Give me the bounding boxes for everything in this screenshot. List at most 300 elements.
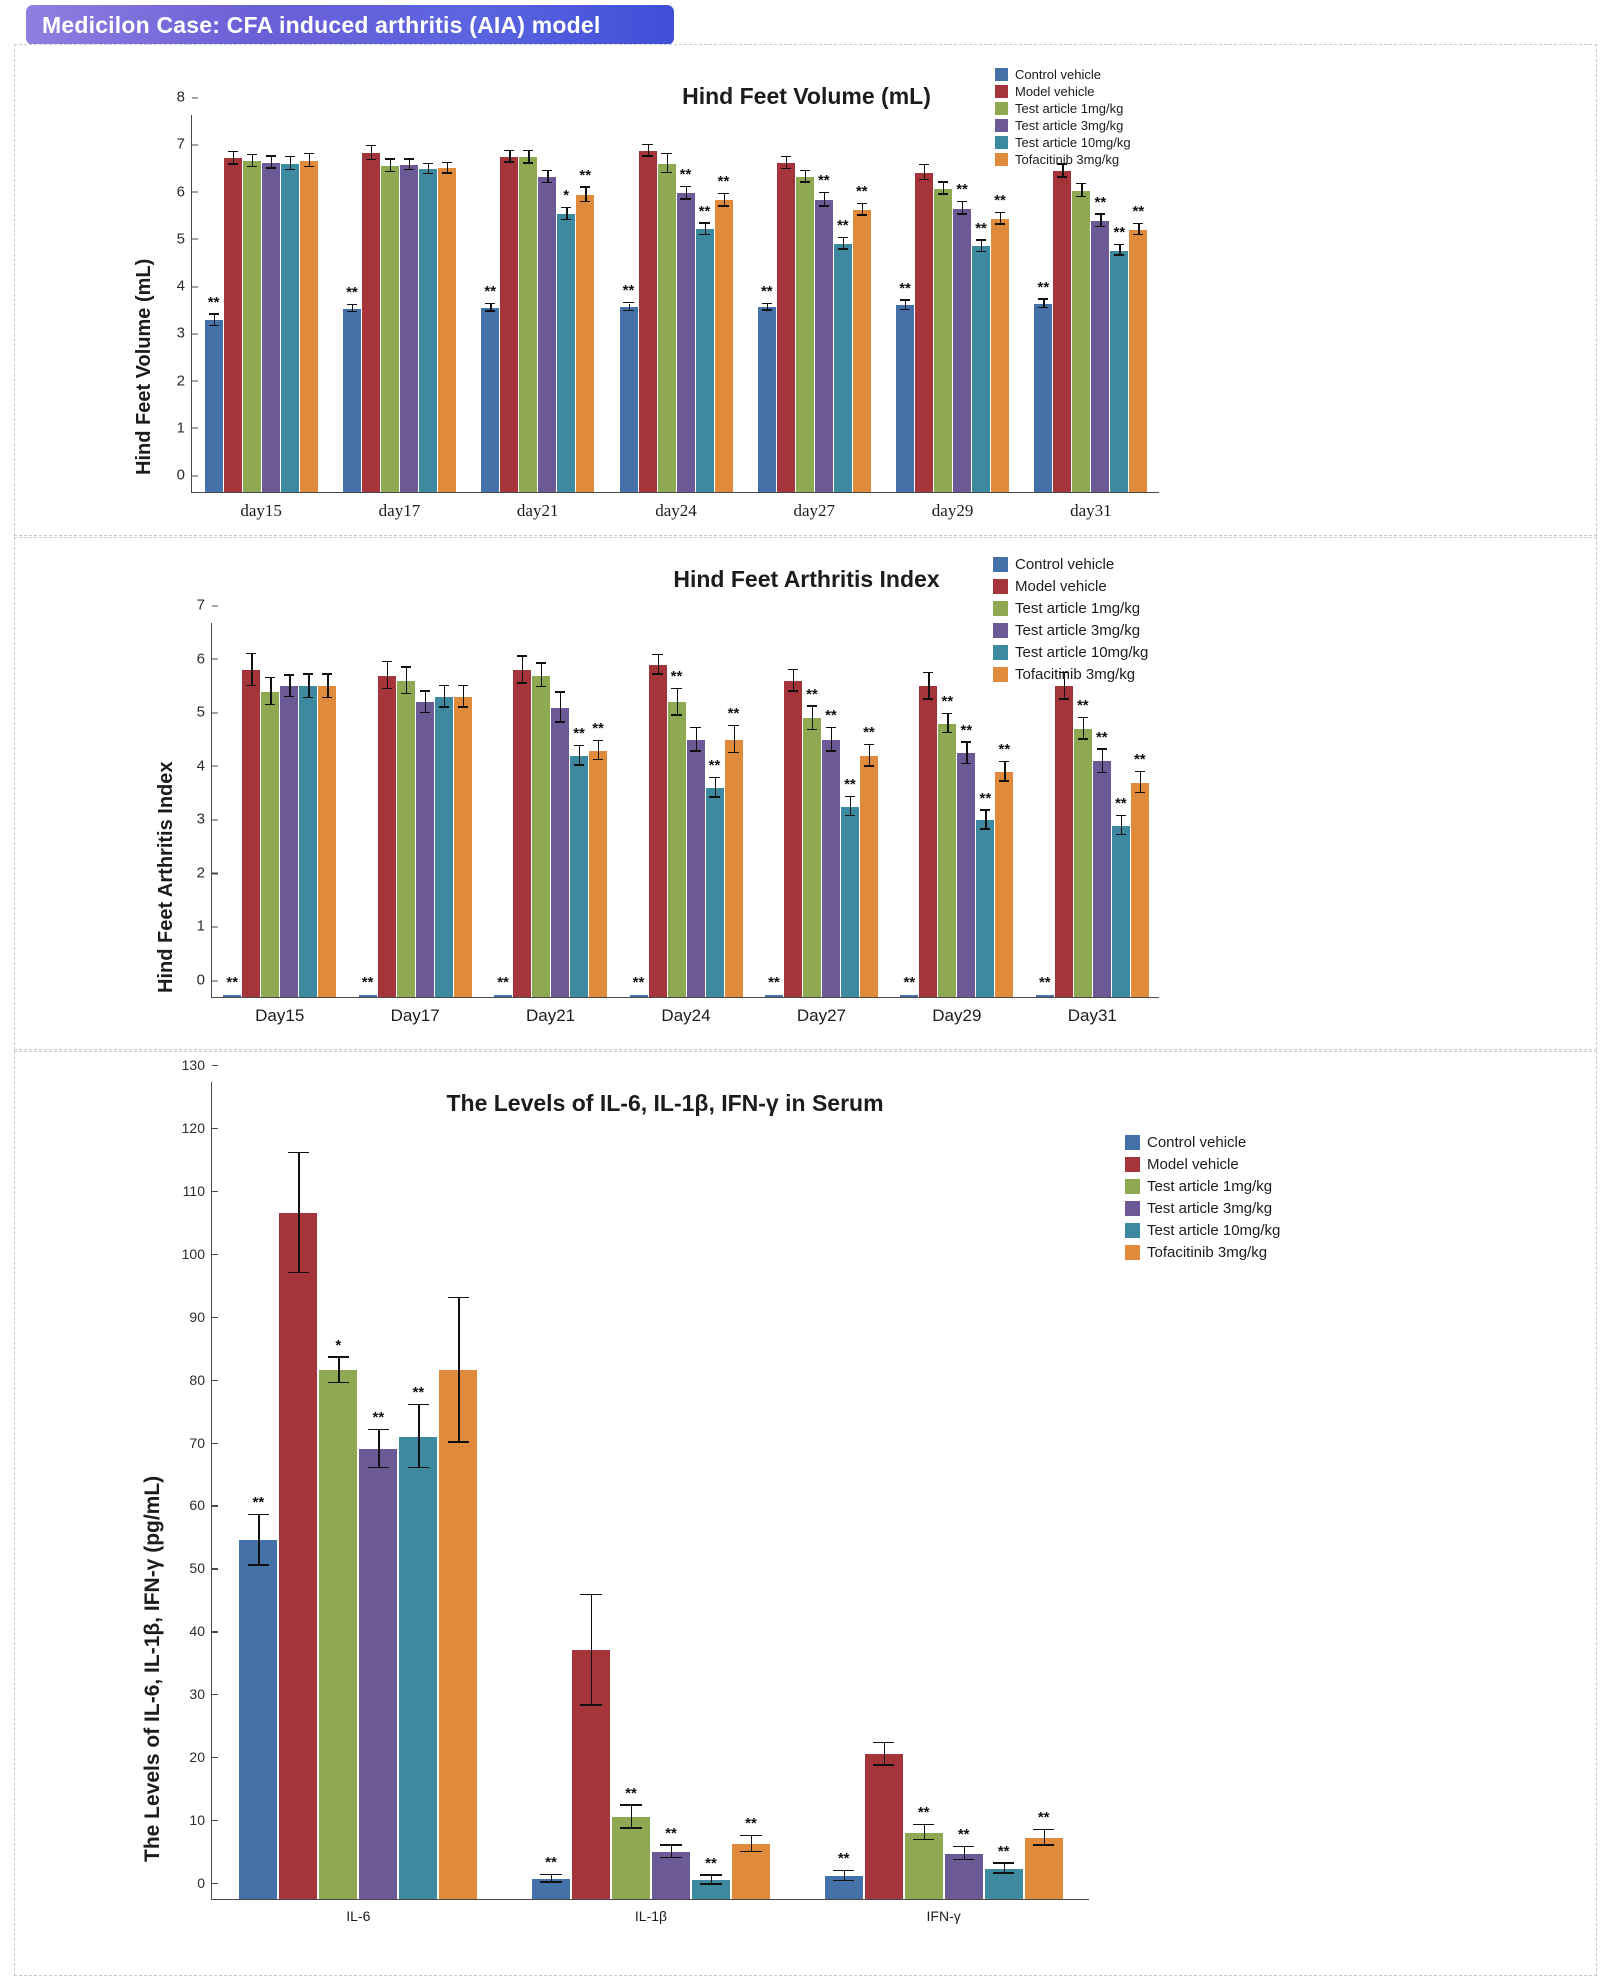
error-bar-cap	[247, 166, 257, 167]
bar	[777, 163, 795, 492]
error-bar-cap	[942, 732, 952, 733]
bar	[853, 210, 871, 492]
y-axis-tick-label: 60	[189, 1497, 212, 1513]
significance-annotation: **	[975, 219, 987, 237]
y-axis-tick-label: 4	[197, 757, 212, 774]
error-bar	[677, 689, 678, 716]
error-bar-cap	[540, 1881, 561, 1882]
significance-annotation: **	[361, 974, 374, 992]
error-bar-cap	[699, 234, 709, 235]
error-bar-cap	[1114, 254, 1124, 255]
significance-annotation: **	[836, 217, 849, 235]
legend-item-label: Test article 1mg/kg	[1015, 101, 1124, 116]
bar	[589, 751, 607, 997]
legend-item-label: Model vehicle	[1015, 578, 1107, 595]
significance-annotation: **	[372, 1409, 385, 1427]
bar	[972, 246, 990, 492]
error-bar-cap	[439, 685, 449, 686]
significance-annotation: **	[1037, 1809, 1050, 1827]
error-bar-cap	[690, 727, 700, 728]
bar	[1129, 230, 1147, 492]
bar	[400, 165, 418, 492]
significance-annotation: **	[903, 974, 916, 992]
error-bar-cap	[385, 158, 395, 159]
error-bar-cap	[864, 744, 874, 745]
bar	[1055, 686, 1073, 997]
y-axis-tick-label: 0	[197, 1875, 212, 1891]
error-bar-cap	[660, 1844, 681, 1845]
bar	[262, 163, 280, 492]
significance-annotation: **	[979, 789, 992, 807]
error-bar-cap	[540, 1874, 561, 1875]
bar	[896, 305, 914, 492]
bar	[279, 1213, 317, 1899]
y-axis-tick-label: 10	[189, 1812, 212, 1828]
chart-panel-hind-feet-volume	[14, 44, 1597, 536]
error-bar-cap	[718, 205, 728, 206]
error-bar	[444, 686, 445, 707]
significance-annotation: **	[825, 707, 837, 725]
bar	[281, 164, 299, 492]
legend-swatch-icon	[1125, 1223, 1140, 1238]
error-bar	[591, 1595, 592, 1706]
x-axis-tick-label: Day15	[255, 1006, 305, 1025]
bar	[945, 1854, 983, 1899]
error-bar	[985, 811, 986, 830]
error-bar-cap	[913, 1824, 934, 1825]
significance-annotation: **	[806, 685, 818, 703]
error-bar-cap	[265, 704, 275, 705]
x-axis-tick-label: Day21	[525, 1006, 576, 1025]
error-bar-cap	[999, 761, 1009, 762]
error-bar-cap	[700, 1874, 721, 1875]
significance-annotation: **	[768, 974, 780, 992]
legend-item-label: Control vehicle	[1147, 1134, 1247, 1151]
bar	[1034, 304, 1052, 492]
legend-item	[995, 135, 1131, 150]
error-bar-cap	[288, 1272, 309, 1273]
error-bar-cap	[328, 1382, 349, 1383]
error-bar-cap	[485, 310, 495, 311]
error-bar-cap	[873, 1764, 894, 1765]
bar	[513, 670, 531, 997]
error-bar-cap	[303, 697, 313, 698]
y-axis-tick-label: 90	[189, 1309, 212, 1325]
error-bar-cap	[504, 161, 514, 162]
bar	[416, 702, 434, 997]
error-bar-cap	[442, 172, 452, 173]
error-bar-cap	[458, 685, 468, 686]
bar	[1131, 783, 1149, 997]
bar	[299, 686, 317, 997]
legend-item-label: Test article 3mg/kg	[1015, 622, 1141, 639]
error-bar-cap	[700, 1883, 721, 1884]
error-bar-cap	[718, 193, 728, 194]
error-bar	[947, 714, 948, 733]
legend-item	[1125, 1222, 1280, 1239]
error-bar-cap	[857, 203, 867, 204]
error-bar-cap	[661, 153, 671, 154]
y-axis-tick-label: 110	[183, 1183, 212, 1199]
case-banner	[26, 5, 674, 45]
error-bar	[270, 678, 271, 705]
significance-annotation: **	[573, 725, 585, 743]
error-bar-cap	[833, 1880, 854, 1881]
error-bar-cap	[285, 169, 295, 170]
error-bar-cap	[574, 764, 584, 765]
legend-item-label: Tofacitinib 3mg/kg	[1015, 152, 1120, 167]
y-axis-tick-label: 130	[182, 1057, 212, 1073]
significance-annotation: **	[997, 1842, 1010, 1860]
error-bar	[298, 1153, 299, 1273]
x-axis-tick-label: IL-1β	[634, 1908, 668, 1924]
error-bar	[541, 664, 542, 688]
error-bar	[598, 741, 599, 760]
error-bar	[928, 673, 929, 700]
legend-item-label: Test article 1mg/kg	[1147, 1178, 1273, 1195]
legend-item-label: Test article 10mg/kg	[1015, 135, 1131, 150]
significance-annotation: **	[855, 183, 868, 201]
error-bar-cap	[536, 662, 546, 663]
significance-annotation: **	[579, 166, 592, 184]
x-axis-tick-label: day21	[516, 501, 559, 520]
bar	[1072, 191, 1090, 492]
error-bar	[327, 675, 328, 699]
error-bar-cap	[661, 172, 671, 173]
bar	[538, 177, 556, 492]
error-bar	[1004, 762, 1005, 781]
error-bar-cap	[328, 1356, 349, 1357]
legend-swatch-icon	[995, 68, 1008, 81]
error-bar-cap	[1038, 307, 1048, 308]
significance-annotation: **	[252, 1494, 265, 1512]
error-bar-cap	[304, 166, 314, 167]
error-bar	[1121, 816, 1122, 835]
bar	[1091, 221, 1109, 492]
bar	[841, 807, 859, 997]
legend-item-label: Model vehicle	[1015, 84, 1095, 99]
error-bar-cap	[228, 163, 238, 164]
error-bar-cap	[845, 815, 855, 816]
error-bar-cap	[401, 693, 411, 694]
significance-annotation: **	[1094, 193, 1107, 211]
error-bar	[884, 1743, 885, 1766]
bar	[696, 229, 714, 492]
error-bar-cap	[642, 155, 652, 156]
legend-item-label: Control vehicle	[1015, 556, 1115, 573]
significance-annotation: **	[622, 282, 635, 300]
bar	[319, 1370, 357, 1899]
bar	[803, 718, 821, 997]
significance-annotation: **	[670, 667, 683, 685]
chart-legend-serum	[1125, 1134, 1280, 1266]
error-bar-cap	[542, 182, 552, 183]
error-bar-cap	[728, 752, 738, 753]
error-bar-cap	[838, 248, 848, 249]
y-axis-tick-label: 30	[189, 1686, 212, 1702]
error-bar-cap	[347, 304, 357, 305]
bar	[630, 995, 648, 997]
error-bar-cap	[382, 661, 392, 662]
bar	[500, 157, 518, 492]
bar	[784, 681, 802, 997]
bar	[815, 200, 833, 492]
error-bar-cap	[248, 1514, 269, 1515]
error-bar-cap	[420, 712, 430, 713]
significance-annotation: **	[727, 705, 740, 723]
bar	[796, 177, 814, 492]
error-bar-cap	[938, 181, 948, 182]
y-axis-tick-label: 3	[197, 811, 212, 828]
bar	[1036, 995, 1054, 997]
error-bar-cap	[1078, 717, 1088, 718]
chart-title-index: Hind Feet Arthritis Index	[673, 566, 940, 592]
error-bar-cap	[919, 164, 929, 165]
legend-item-label: Test article 10mg/kg	[1015, 644, 1149, 661]
error-bar-cap	[248, 1564, 269, 1565]
y-axis-tick-label: 2	[177, 372, 192, 389]
bar	[687, 740, 705, 997]
error-bar-cap	[1095, 213, 1105, 214]
x-axis-tick-label: day15	[240, 501, 282, 520]
error-bar	[751, 1836, 752, 1852]
bar	[494, 995, 512, 997]
bar	[1110, 251, 1128, 492]
error-bar-cap	[1135, 771, 1145, 772]
error-bar-cap	[833, 1870, 854, 1871]
significance-annotation: **	[837, 1850, 850, 1868]
significance-annotation: **	[207, 293, 220, 311]
error-bar-cap	[913, 1839, 934, 1840]
y-axis-tick-label: 7	[177, 136, 192, 153]
chart-legend-index	[993, 556, 1148, 688]
error-bar-cap	[993, 1872, 1014, 1873]
error-bar-cap	[561, 219, 571, 220]
error-bar	[418, 1405, 419, 1468]
bar	[576, 195, 594, 492]
error-bar-cap	[620, 1804, 641, 1805]
chart-panel-serum	[14, 1051, 1597, 1976]
error-bar-cap	[838, 237, 848, 238]
error-bar-cap	[593, 740, 603, 741]
error-bar-cap	[1059, 698, 1069, 699]
error-bar-cap	[980, 828, 990, 829]
error-bar	[667, 154, 668, 173]
y-axis-tick-label: 7	[197, 597, 212, 614]
error-bar-cap	[542, 170, 552, 171]
legend-swatch-icon	[993, 601, 1008, 616]
legend-item	[995, 118, 1131, 133]
significance-annotation: **	[497, 974, 509, 992]
error-bar-cap	[504, 150, 514, 151]
significance-annotation: **	[665, 1824, 677, 1842]
legend-item	[995, 67, 1131, 82]
error-bar-cap	[517, 655, 527, 656]
error-bar	[1083, 718, 1084, 739]
error-bar-cap	[900, 299, 910, 300]
bar	[652, 1852, 690, 1899]
y-axis-tick-label: 120	[182, 1120, 212, 1136]
significance-annotation: **	[917, 1804, 930, 1822]
error-bar	[658, 655, 659, 674]
y-axis-tick-label: 70	[189, 1435, 212, 1451]
legend-swatch-icon	[993, 579, 1008, 594]
bar	[957, 753, 975, 997]
error-bar-cap	[728, 725, 738, 726]
bar	[658, 164, 676, 492]
legend-swatch-icon	[995, 153, 1008, 166]
bar	[359, 1449, 397, 1899]
significance-annotation: *	[563, 187, 570, 205]
legend-swatch-icon	[995, 119, 1008, 132]
y-axis-tick-label: 50	[189, 1560, 212, 1576]
error-bar-cap	[781, 156, 791, 157]
x-axis-tick-label: day17	[378, 501, 421, 520]
bar	[300, 161, 318, 492]
error-bar-cap	[347, 311, 357, 312]
error-bar-cap	[266, 167, 276, 168]
significance-annotation: **	[960, 721, 973, 739]
bar	[991, 219, 1009, 492]
error-bar-cap	[228, 151, 238, 152]
error-bar-cap	[993, 1862, 1014, 1863]
y-axis-tick-label: 8	[177, 89, 192, 106]
legend-swatch-icon	[995, 102, 1008, 115]
significance-annotation: **	[346, 283, 358, 301]
legend-swatch-icon	[995, 136, 1008, 149]
error-bar	[696, 728, 697, 752]
significance-annotation: **	[592, 719, 604, 737]
bar	[865, 1754, 903, 1899]
y-axis-tick-label: 20	[189, 1749, 212, 1765]
error-bar-cap	[555, 691, 565, 692]
error-bar	[793, 670, 794, 691]
error-bar-cap	[1078, 738, 1088, 739]
error-bar-cap	[247, 154, 257, 155]
legend-swatch-icon	[1125, 1201, 1140, 1216]
error-bar-cap	[1038, 298, 1048, 299]
error-bar-cap	[680, 186, 690, 187]
error-bar	[1102, 750, 1103, 774]
error-bar	[289, 676, 290, 697]
error-bar-cap	[740, 1835, 761, 1836]
legend-swatch-icon	[993, 623, 1008, 638]
y-axis-tick-label: 100	[182, 1246, 212, 1262]
bar	[953, 209, 971, 493]
bar	[399, 1437, 437, 1899]
error-bar-cap	[976, 239, 986, 240]
error-bar-cap	[580, 1704, 601, 1705]
legend-item-label: Model vehicle	[1147, 1156, 1239, 1173]
error-bar-cap	[366, 145, 376, 146]
error-bar	[387, 662, 388, 689]
y-axis-tick-label: 3	[177, 325, 192, 342]
y-axis-tick-label: 40	[189, 1623, 212, 1639]
error-bar-cap	[1095, 226, 1105, 227]
error-bar-cap	[660, 1857, 681, 1858]
error-bar-cap	[845, 796, 855, 797]
bar	[359, 995, 377, 997]
error-bar-cap	[580, 1594, 601, 1595]
error-bar-cap	[807, 705, 817, 706]
bar	[242, 670, 260, 997]
error-bar-cap	[680, 198, 690, 199]
error-bar-cap	[976, 251, 986, 252]
legend-item	[1125, 1156, 1280, 1173]
legend-item	[995, 84, 1131, 99]
significance-annotation: *	[335, 1336, 342, 1354]
error-bar-cap	[690, 750, 700, 751]
legend-item	[993, 556, 1148, 573]
error-bar	[1140, 772, 1141, 793]
error-bar-cap	[322, 697, 332, 698]
significance-annotation: **	[698, 202, 711, 220]
significance-annotation: **	[1095, 728, 1108, 746]
error-bar-cap	[699, 222, 709, 223]
bar	[938, 724, 956, 997]
legend-item	[993, 644, 1148, 661]
error-bar-cap	[439, 706, 449, 707]
y-axis-title-serum: The Levels of IL-6, IL-1β, IFN-γ (pg/mL)	[141, 1475, 164, 1862]
error-bar-cap	[942, 713, 952, 714]
x-axis-tick-label: Day31	[1067, 1006, 1117, 1025]
error-bar-cap	[561, 207, 571, 208]
legend-item	[993, 578, 1148, 595]
legend-item-label: Test article 3mg/kg	[1147, 1200, 1273, 1217]
error-bar-cap	[923, 698, 933, 699]
error-bar-cap	[953, 1859, 974, 1860]
bar	[1025, 1838, 1063, 1899]
error-bar-cap	[957, 213, 967, 214]
error-bar-cap	[368, 1429, 389, 1430]
error-bar-cap	[642, 144, 652, 145]
error-bar-cap	[385, 171, 395, 172]
significance-annotation: **	[705, 1854, 717, 1872]
legend-swatch-icon	[1125, 1157, 1140, 1172]
error-bar-cap	[423, 163, 433, 164]
x-axis-tick-label: Day29	[932, 1006, 982, 1025]
error-bar-cap	[404, 169, 414, 170]
error-bar-cap	[485, 303, 495, 304]
bar	[454, 697, 472, 997]
legend-item	[993, 600, 1148, 617]
error-bar	[831, 728, 832, 752]
error-bar-cap	[620, 1827, 641, 1828]
error-bar-cap	[1076, 196, 1086, 197]
error-bar-cap	[1116, 834, 1126, 835]
bar	[261, 692, 279, 997]
bar	[243, 161, 261, 492]
error-bar-cap	[819, 192, 829, 193]
y-axis-tick-label: 0	[177, 467, 192, 484]
bar	[822, 740, 840, 997]
error-bar	[715, 778, 716, 797]
legend-item	[1125, 1134, 1280, 1151]
y-axis-tick-label: 80	[189, 1372, 212, 1388]
error-bar-cap	[284, 696, 294, 697]
bar	[205, 320, 223, 492]
significance-annotation: **	[760, 282, 773, 300]
significance-annotation: **	[899, 279, 911, 297]
error-bar-cap	[857, 214, 867, 215]
legend-swatch-icon	[1125, 1245, 1140, 1260]
bar	[223, 995, 241, 997]
error-bar	[579, 746, 580, 765]
bar	[668, 702, 686, 997]
error-bar-cap	[246, 685, 256, 686]
error-bar-cap	[671, 688, 681, 689]
bar	[715, 200, 733, 492]
